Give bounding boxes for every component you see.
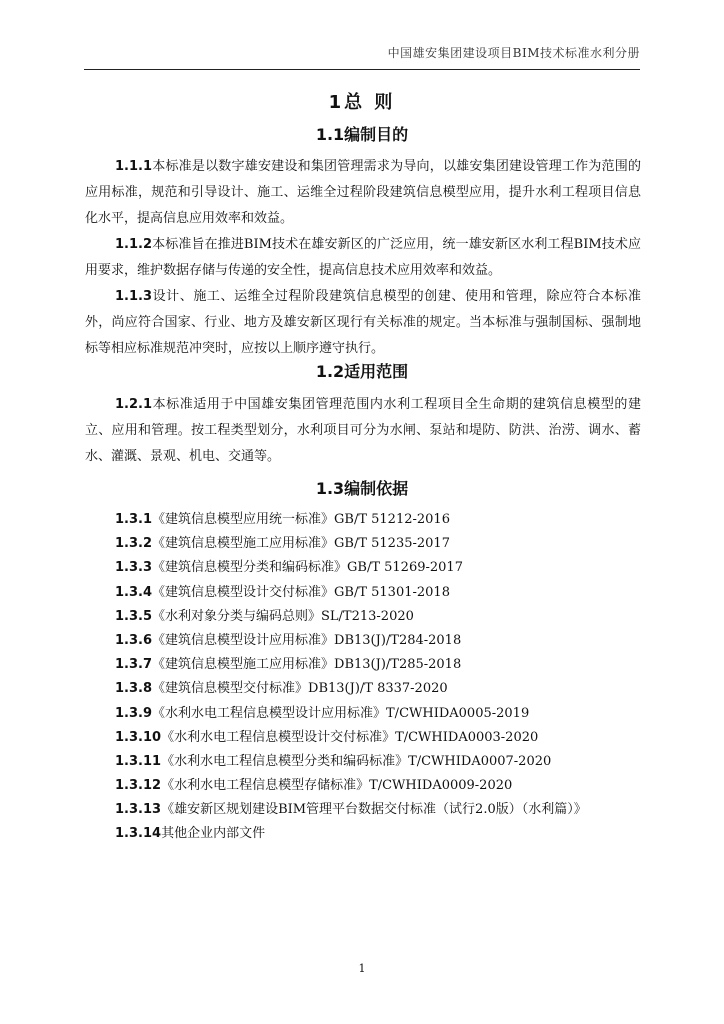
reference-text: 《建筑信息模型设计应用标准》DB13(J)/T284-2018 [152,632,462,648]
reference-text: 《建筑信息模型交付标准》DB13(J)/T 8337-2020 [152,681,448,697]
reference-item [115,822,645,846]
reference-number: 1.3.6 [115,632,153,648]
reference-text: 《水利对象分类与编码总则》SL/T213-2020 [152,608,414,624]
reference-text: 《水利水电工程信息模型分类和编码标准》T/CWHIDA0007-2020 [161,753,552,769]
reference-item [115,702,645,726]
reference-number: 1.3.3 [115,560,153,576]
reference-text: 《建筑信息模型设计交付标准》GB/T 51301-2018 [152,584,450,600]
reference-item [115,750,645,774]
reference-number: 1.3.8 [115,681,153,697]
reference-number: 1.3.14 [115,826,162,842]
reference-number: 1.3.7 [115,657,153,673]
reference-number: 1.3.4 [115,584,153,600]
reference-item [115,629,645,653]
page-number: 1 [358,962,366,975]
reference-number: 1.3.1 [115,512,153,527]
clause-text: 本标准是以数字雄安建设和集团管理需求为导向，以雄安集团建设管理工作为范围的应用标准，规范和引导设计、施工、运维全过程阶段建筑信息模型应用，提升水利工程项目信息化水平，提高信息应用效率和效益。 [85,159,641,226]
running-header: 中国雄安集团建设项目BIM技术标准水利分册 [387,46,640,60]
reference-text: 《建筑信息模型施工应用标准》GB/T 51235-2017 [152,536,450,552]
section-title-1-2: 1.2适用范围 [315,362,409,381]
reference-item [115,556,645,580]
reference-number: 1.3.11 [115,753,162,769]
reference-item [115,581,645,605]
section-title-1-1: 1.1编制目的 [315,125,409,144]
reference-text: 《水利水电工程信息模型设计应用标准》T/CWHIDA0005-2019 [152,705,530,721]
reference-number: 1.3.13 [115,802,162,818]
reference-item [115,508,645,532]
clause-number: 1.1.1 [115,159,153,174]
reference-item [115,726,645,750]
reference-list [115,508,645,847]
clause-1-1-1 [85,154,641,232]
reference-item [115,798,645,822]
clause-1-1-3 [85,284,641,362]
reference-number: 1.3.9 [115,705,153,721]
reference-number: 1.3.12 [115,778,162,794]
clause-number: 1.1.3 [115,289,153,304]
reference-number: 1.3.5 [115,608,153,624]
clause-text: 本标准适用于中国雄安集团管理范围内水利工程项目全生命期的建筑信息模型的建立、应用和管理。按工程类型划分，水利项目可分为水闸、泵站和堤防、防洪、治涝、调水、蓄水、灌溉、景观、机电、交通等。 [85,397,641,464]
reference-item [115,532,645,556]
reference-text: 《建筑信息模型应用统一标准》GB/T 51212-2016 [152,512,450,527]
reference-item [115,653,645,677]
chapter-title: 1总 则 [328,92,396,113]
header-rule [84,69,640,70]
clause-number: 1.1.2 [115,237,153,252]
clause-text: 设计、施工、运维全过程阶段建筑信息模型的创建、使用和管理，除应符合本标准外，尚应符合国家、行业、地方及雄安新区现行有关标准的规定。当本标准与强制国标、强制地标等相应标准规范冲突时，应按以上顺序遵守执行。 [85,289,641,356]
clause-text: 本标准旨在推进BIM技术在雄安新区的广泛应用，统一雄安新区水利工程BIM技术应用要求，维护数据存储与传递的安全性，提高信息技术应用效率和效益。 [85,237,641,278]
reference-text: 《水利水电工程信息模型设计交付标准》T/CWHIDA0003-2020 [161,729,539,745]
section-title-1-3: 1.3编制依据 [315,479,409,498]
reference-number: 1.3.10 [115,729,162,745]
reference-text: 《建筑信息模型施工应用标准》DB13(J)/T285-2018 [152,657,462,673]
reference-text: 其他企业内部文件 [161,826,266,842]
reference-text: 《建筑信息模型分类和编码标准》GB/T 51269-2017 [152,560,463,576]
clause-1-2-1 [85,392,641,470]
reference-item [115,774,645,798]
reference-number: 1.3.2 [115,536,153,552]
reference-item [115,677,645,701]
reference-item [115,605,645,629]
clause-1-1-2 [85,232,641,284]
reference-text: 《水利水电工程信息模型存储标准》T/CWHIDA0009-2020 [161,778,513,794]
reference-text: 《雄安新区规划建设BIM管理平台数据交付标准（试行2.0版）（水利篇）》 [161,802,587,818]
clause-number: 1.2.1 [115,397,153,412]
